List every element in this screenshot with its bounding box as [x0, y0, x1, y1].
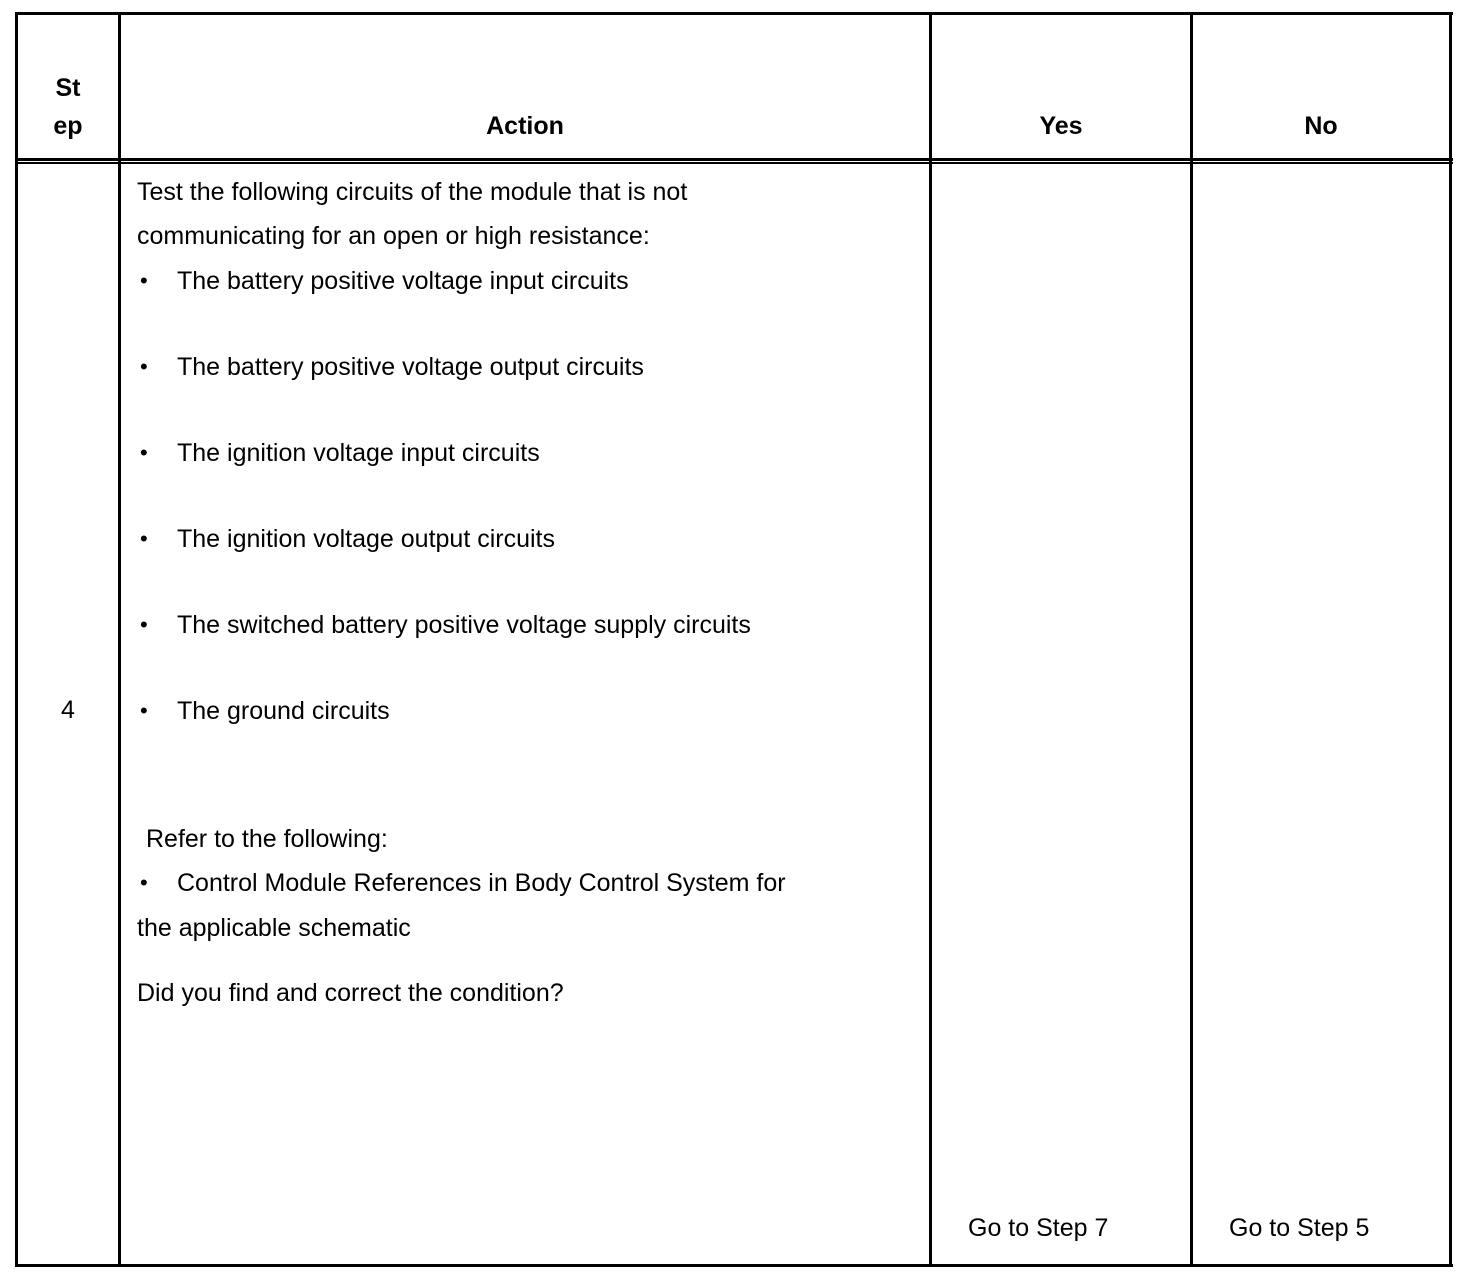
bullet-icon: •: [140, 268, 148, 293]
circuit-item: The ignition voltage input circuits: [177, 439, 540, 467]
column-border-action: [929, 12, 932, 1267]
bullet-icon: •: [140, 354, 148, 379]
circuit-item: The ground circuits: [177, 697, 390, 725]
bullet-icon: •: [140, 698, 148, 723]
column-border-right: [1449, 12, 1452, 1267]
header-yes: Yes: [1039, 112, 1083, 140]
header-step-line2: ep: [53, 112, 83, 140]
refer-heading: Refer to the following:: [146, 825, 388, 853]
step-number: 4: [61, 696, 75, 724]
header-step: [18, 69, 118, 145]
circuit-item: The battery positive voltage input circuits: [177, 267, 629, 295]
action-intro-line1: Test the following circuits of the module that is not: [137, 178, 688, 206]
circuit-item: The switched battery positive voltage supply circuits: [177, 611, 751, 639]
table-border-bottom: [17, 1264, 1453, 1267]
bullet-icon: •: [140, 870, 148, 895]
header-action: Action: [486, 112, 564, 140]
circuit-item: The battery positive voltage output circuits: [177, 353, 644, 381]
column-border-left: [15, 12, 18, 1267]
bullet-icon: •: [140, 440, 148, 465]
yes-outcome: Go to Step 7: [968, 1214, 1109, 1242]
body-divider: [15, 162, 1453, 164]
action-question: Did you find and correct the condition?: [137, 979, 564, 1007]
action-intro-line2: communicating for an open or high resistance:: [137, 222, 650, 250]
bullet-icon: •: [140, 526, 148, 551]
circuit-item: The ignition voltage output circuits: [177, 525, 555, 553]
header-step-line1: St: [55, 74, 81, 102]
column-border-step: [118, 12, 121, 1267]
column-border-yes: [1190, 12, 1193, 1267]
header-no: No: [1304, 112, 1338, 140]
header-divider: [15, 158, 1453, 161]
table-border-top: [15, 12, 1453, 15]
no-outcome: Go to Step 5: [1229, 1214, 1370, 1242]
refer-item-line2: the applicable schematic: [137, 914, 411, 942]
refer-item-line1: Control Module References in Body Control System for: [177, 869, 786, 897]
bullet-icon: •: [140, 612, 148, 637]
